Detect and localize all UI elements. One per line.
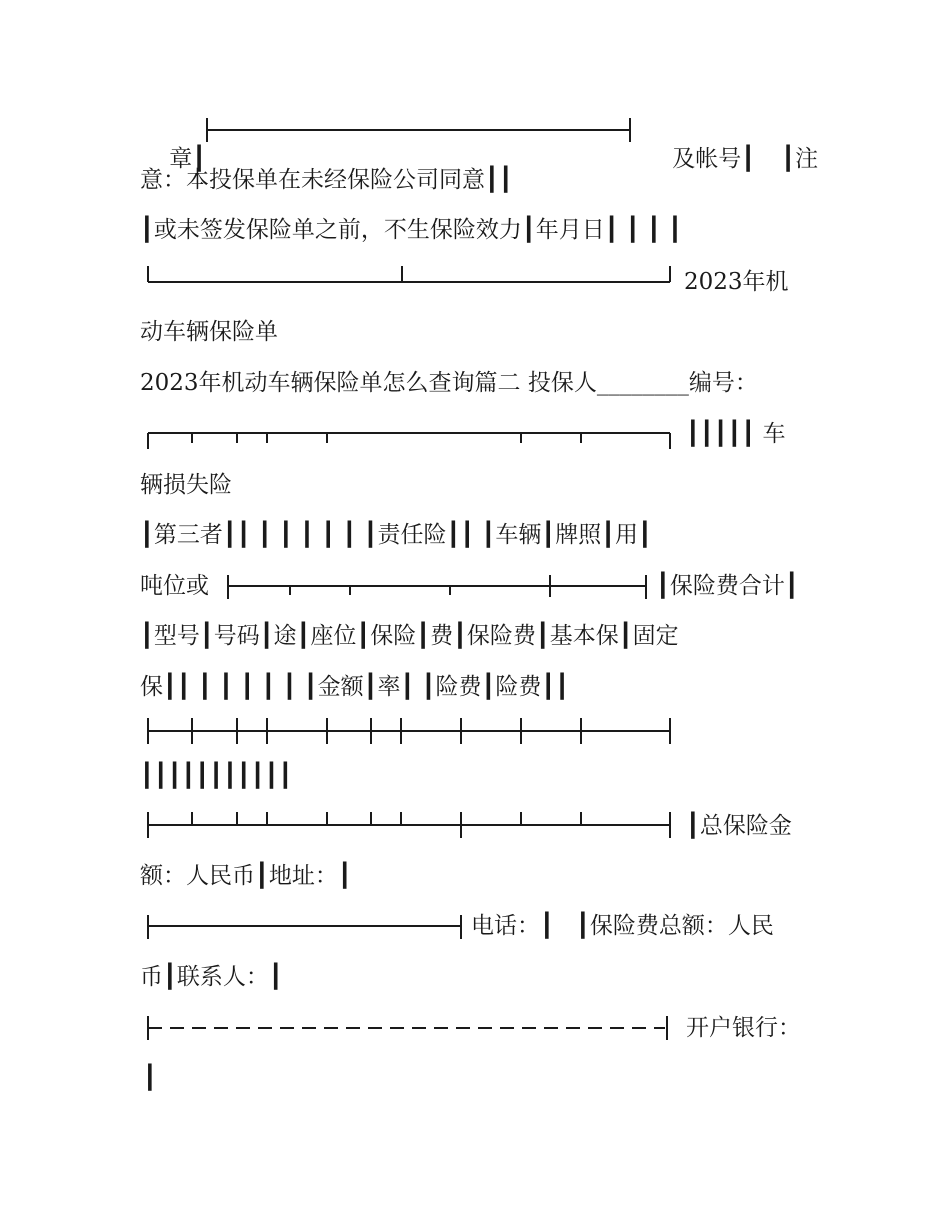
table-border-mid-13	[140, 716, 675, 746]
text-line-02: 意：本投保单在未经保险公司同意┃┃	[140, 167, 513, 193]
table-border-top-02	[140, 427, 675, 451]
text-line-03: ┃或未签发保险单之前，不生保险效力┃年月日┃ ┃ ┃ ┃	[140, 217, 683, 243]
text-line-05: 动车辆保险单	[140, 319, 278, 345]
text-fragment-total-premium: ┃保险费合计┃	[656, 573, 799, 599]
text-line-10: 吨位或	[140, 573, 209, 599]
table-border-mid-15	[140, 810, 675, 840]
text-line-20: ┃	[143, 1065, 157, 1091]
table-border-row-01	[205, 116, 635, 144]
table-border-bottom-01	[140, 266, 675, 290]
text-fragment-phone: 电话：┃	[471, 913, 554, 939]
text-line-19: 开户银行：	[686, 1015, 801, 1041]
text-fragment-account	[643, 114, 755, 204]
text-line-09: ┃第三者┃┃ ┃ ┃ ┃ ┃ ┃ ┃责任险┃┃ ┃车辆┃牌照┃用┃	[140, 522, 652, 548]
text-line-14: ┃┃┃┃┃┃┃┃┃┃┃	[140, 763, 293, 789]
text-fragment: ┃注	[781, 146, 819, 172]
text-line-06: 2023年机动车辆保险单怎么查询篇二 投保人________编号：	[140, 370, 758, 396]
table-border-row-10	[222, 573, 652, 601]
text-line-07: ┃┃┃┃┃ 车	[686, 421, 786, 447]
text-line-18: 币┃联系人：┃	[140, 964, 283, 990]
text-fragment-premium-total: ┃保险费总额：人民	[576, 913, 774, 939]
text-line-15: ┃总保险金	[686, 813, 792, 839]
text-line-08: 辆损失险	[140, 472, 232, 498]
table-border-dashed-19	[140, 1014, 675, 1042]
text-fragment: 及帐号┃	[672, 146, 756, 172]
text-fragment-note	[752, 114, 818, 204]
table-border-row-17	[140, 913, 470, 941]
text-fragment: 章┃	[169, 146, 207, 172]
text-line-12: 保┃┃ ┃ ┃ ┃ ┃ ┃ ┃金额┃率┃ ┃险费┃险费┃┃	[140, 674, 570, 700]
text-line-11: ┃型号┃号码┃途┃座位┃保险┃费┃保险费┃基本保┃固定	[140, 623, 679, 649]
text-line-04: 2023年机	[684, 269, 789, 295]
text-line-16: 额：人民币┃地址：┃	[140, 863, 352, 889]
